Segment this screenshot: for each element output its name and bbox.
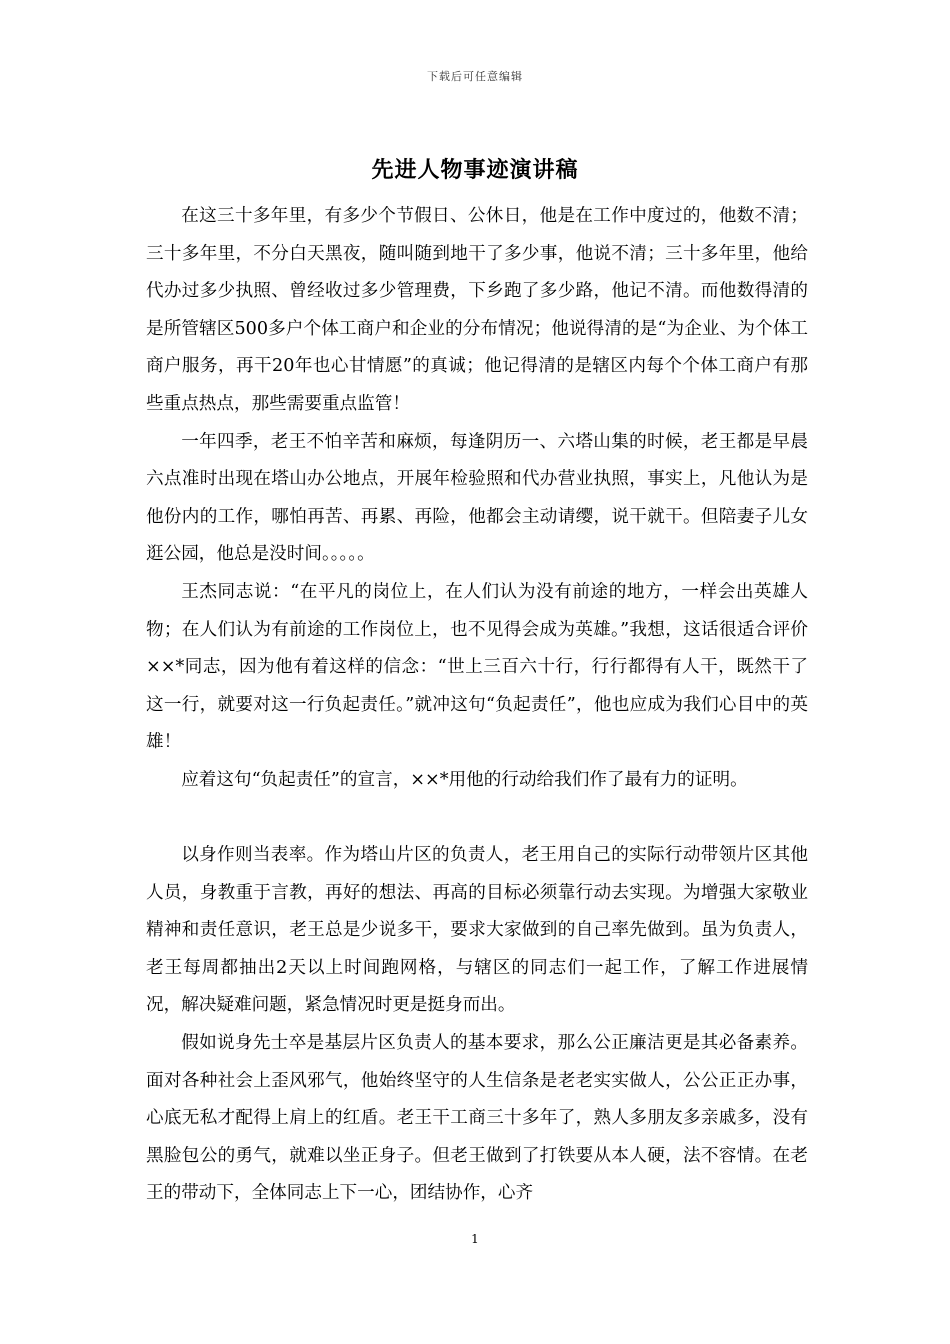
page-header: 下载后可任意编辑 (427, 70, 523, 83)
page-number: 1 (471, 1232, 479, 1246)
paragraph-4: 应着这句“负起责任”的宣言，××*用他的行动给我们作了最有力的证明。 (181, 769, 748, 790)
paragraph-1: 在这三十多年里，有多少个节假日、公休日，他是在工作中度过的，他数不清；三十多年里，不分白天黑夜，随叫随到地干了多少事，他说不清；三十多年里，他给代办过多少执照、曾经收过多少管理费，下乡跑了多少路，他记不清。而他数得清的是所管辖区500多户个体工商户和企业的分布情况；他说得清的是“为企业、为个体工商户服务，再干20年也心甘情愿”的真诚；他记得清的是辖区内每个个体工商户有那些重点热点，那些需要重点监管！ (146, 206, 808, 414)
paragraph-3: 王杰同志说：“在平凡的岗位上，在人们认为没有前途的地方，一样会出英雄人物；在人们认为有前途的工作岗位上，也不见得会成为英雄。”我想，这话很适合评价××*同志，因为他有着这样的信念：“世上三百六十行，行行都得有人干，既然干了这一行，就要对这一行负起责任。”就冲这句“负起责任”，他也应成为我们心目中的英雄！ (146, 581, 808, 753)
paragraph-5: 以身作则当表率。作为塔山片区的负责人，老王用自己的实际行动带领片区其他人员，身教重于言教，再好的想法、再高的目标必须靠行动去实现。为增强大家敬业精神和责任意识，老王总是少说多干，要求大家做到的自己率先做到。虽为负责人，老王每周都抽出2天以上时间跑网格，与辖区的同志们一起工作，了解工作进展情况，解决疑难问题，紧急情况时更是挺身而出。 (146, 845, 808, 1016)
document-body (146, 198, 808, 1213)
paragraph-2: 一年四季，老王不怕辛苦和麻烦，每逢阴历一、六塔山集的时候，老王都是早晨六点准时出现在塔山办公地点，开展年检验照和代办营业执照，事实上，凡他认为是他份内的工作，哪怕再苦、再累、再险，他都会主动请缨，说干就干。但陪妻子儿女逛公园，他总是没时间。。。。。 (146, 431, 808, 565)
document-title: 先进人物事迹演讲稿 (371, 157, 579, 183)
paragraph-6: 假如说身先士卒是基层片区负责人的基本要求，那么公正廉洁更是其必备素养。面对各种社会上歪风邪气，他始终坚守的人生信条是老老实实做人，公公正正办事，心底无私才配得上肩上的红盾。老王干工商三十多年了，熟人多朋友多亲戚多，没有黑脸包公的勇气，就难以坐正身子。但老王做到了打铁要从本人硬，法不容情。在老王的带动下，全体同志上下一心，团结协作，心齐 (146, 1033, 808, 1204)
